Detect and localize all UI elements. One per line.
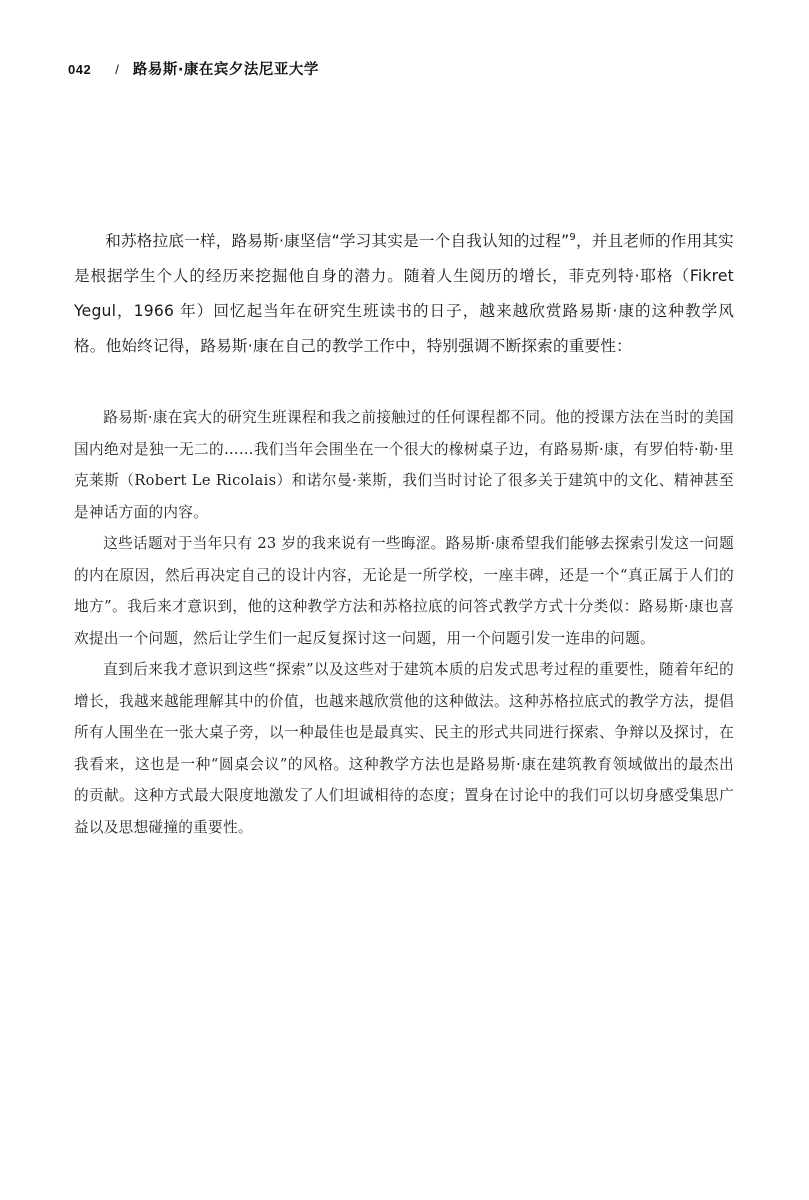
quote-paragraph: 路易斯·康在宾大的研究生班课程和我之前接触过的任何课程都不同。他的授课方法在当时的美国国内绝对是独一无二的……我们当年会围坐在一个很大的橡树桌子边，有路易斯·康，有罗伯特·勒·里克莱斯（Robert Le Ricolais）和诺尔曼·莱斯，我们当时讨论了很多关于建筑中的文化、精神甚至是神话方面的内容。 (74, 409, 734, 521)
footnote-marker: 9 (569, 231, 576, 243)
quote-paragraph: 直到后来我才意识到这些“探索”以及这些对于建筑本质的启发式思考过程的重要性，随着年纪的增长，我越来越能理解其中的价值，也越来越欣赏他的这种做法。这种苏格拉底式的教学方法，提倡所有人围坐在一张大桌子旁，以一种最佳也是最真实、民主的形式共同进行探索、争辩以及探讨，在我看来，这也是一种“圆桌会议”的风格。这种教学方法也是路易斯·康在建筑教育领域做出的最杰出的贡献。这种方式最大限度地激发了人们坦诚相待的态度；置身在讨论中的我们可以切身感受集思广益以及思想碰撞的重要性。 (74, 661, 734, 836)
body-paragraph-text-after-note: ，并且老师的作用其实是根据学生个人的经历来挖掘他自身的潜力。随着人生阅历的增长，菲克列特·耶格（Fikret Yegul，1966 年）回忆起当年在研究生班读书的日子，越来越欣赏路易斯·康的这种教学风格。他始终记得，路易斯·康在自己的教学工作中，特别强调不断探索的重要性： (74, 232, 734, 355)
quote-paragraph: 这些话题对于当年只有 23 岁的我来说有一些晦涩。路易斯·康希望我们能够去探索引发这一问题的内在原因，然后再决定自己的设计内容，无论是一所学校，一座丰碑，还是一个“真正属于人们的地方”。我后来才意识到，他的这种教学方法和苏格拉底的问答式教学方式十分类似：路易斯·康也喜欢提出一个问题，然后让学生们一起反复探讨这一问题，用一个问题引发一连串的问题。 (74, 535, 734, 647)
block-quote (74, 402, 734, 843)
running-head-separator: / (115, 62, 119, 77)
page-number: 042 (68, 62, 92, 77)
body-paragraph (74, 224, 734, 364)
page-content (74, 224, 734, 843)
running-head-title: 路易斯·康在宾夕法尼亚大学 (132, 62, 319, 78)
body-paragraph-text-before-note: 和苏格拉底一样，路易斯·康坚信“学习其实是一个自我认知的过程” (105, 232, 570, 250)
running-head (68, 58, 319, 79)
